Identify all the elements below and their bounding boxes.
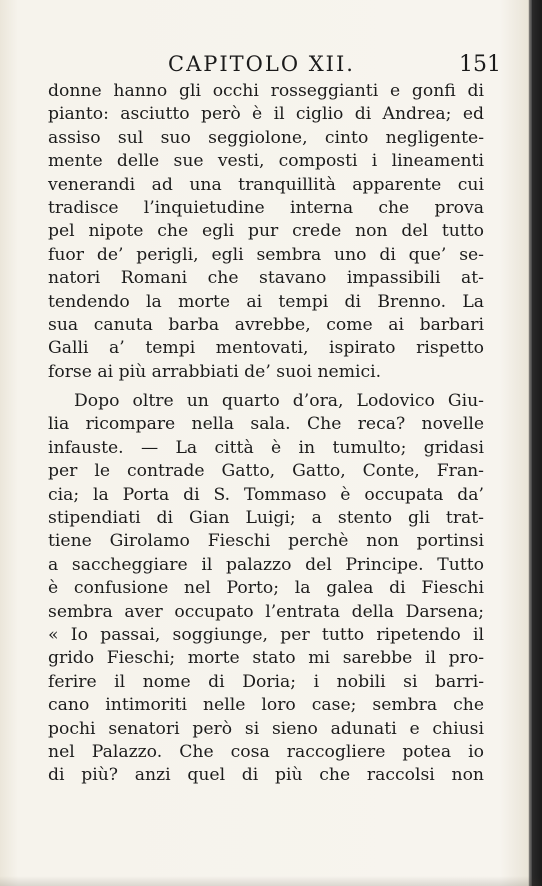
text-line: pochi senatori però si sieno adunati e chiusi (48, 718, 484, 739)
text-line: tradisce l’inquietudine interna che prova (48, 197, 484, 218)
text-line: è confusione nel Porto; la galea di Fieschi (48, 578, 484, 599)
text-line: di più? anzi quel di più che raccolsi non (48, 765, 484, 786)
paragraph (48, 80, 484, 384)
page-bottom-shade (0, 876, 542, 886)
text-line: nel Palazzo. Che cosa raccogliere potea io (48, 741, 484, 762)
text-line: forse ai più arrabbiati de’ suoi nemici. (48, 361, 382, 382)
text-line: tiene Girolamo Fieschi perchè non portinsi (48, 531, 484, 552)
running-head: CAPITOLO XII. (168, 52, 355, 76)
text-line: sua canuta barba avrebbe, come ai barbari (48, 314, 484, 335)
text-line: pel nipote che egli pur crede non del tutto (48, 221, 484, 242)
page-edge-shadow (529, 0, 532, 886)
text-line: Galli a’ tempi mentovati, ispirato rispetto (48, 338, 484, 359)
text-line: natori Romani che stavano impassibili at- (48, 268, 484, 289)
text-line: sembra aver occupato l’entrata della Darsena; (48, 601, 484, 622)
text-line: a saccheggiare il palazzo del Principe. Tutto (48, 554, 484, 575)
paragraph (48, 390, 484, 788)
text-line: grido Fieschi; morte stato mi sarebbe il pro- (48, 648, 484, 669)
text-line: stipendiati di Gian Luigi; a stento gli trat- (48, 508, 484, 529)
text-line: cano intimoriti nelle loro case; sembra che (48, 695, 484, 716)
page-number: 151 (459, 52, 501, 77)
text-line: venerandi ad una tranquillità apparente cui (48, 174, 484, 195)
text-line: cia; la Porta di S. Tommaso è occupata da’ (48, 484, 484, 505)
text-line: « Io passai, soggiunge, per tutto ripetendo il (48, 624, 484, 645)
text-line: tendendo la morte ai tempi di Brenno. La (48, 291, 484, 312)
text-line: ferire il nome di Doria; i nobili si barri- (48, 671, 484, 692)
page-header (0, 52, 542, 82)
text-line: donne hanno gli occhi rosseggianti e gonfi di (48, 81, 484, 101)
text-line: mente delle sue vesti, composti i lineamenti (48, 151, 484, 172)
body-text (48, 80, 484, 788)
text-line: lia ricompare nella sala. Che reca? novelle (48, 414, 484, 435)
text-line: assiso sul suo seggiolone, cinto negligente- (48, 127, 484, 148)
text-line: infauste. — La città è in tumulto; gridasi (48, 437, 484, 458)
text-line: per le contrade Gatto, Gatto, Conte, Fran- (48, 461, 484, 482)
text-line: Dopo oltre un quarto d’ora, Lodovico Giu- (74, 391, 484, 412)
text-line: fuor de’ perigli, egli sembra uno di que’ se- (48, 244, 484, 265)
text-line: pianto: asciutto però è il ciglio di Andrea; ed (48, 104, 484, 125)
